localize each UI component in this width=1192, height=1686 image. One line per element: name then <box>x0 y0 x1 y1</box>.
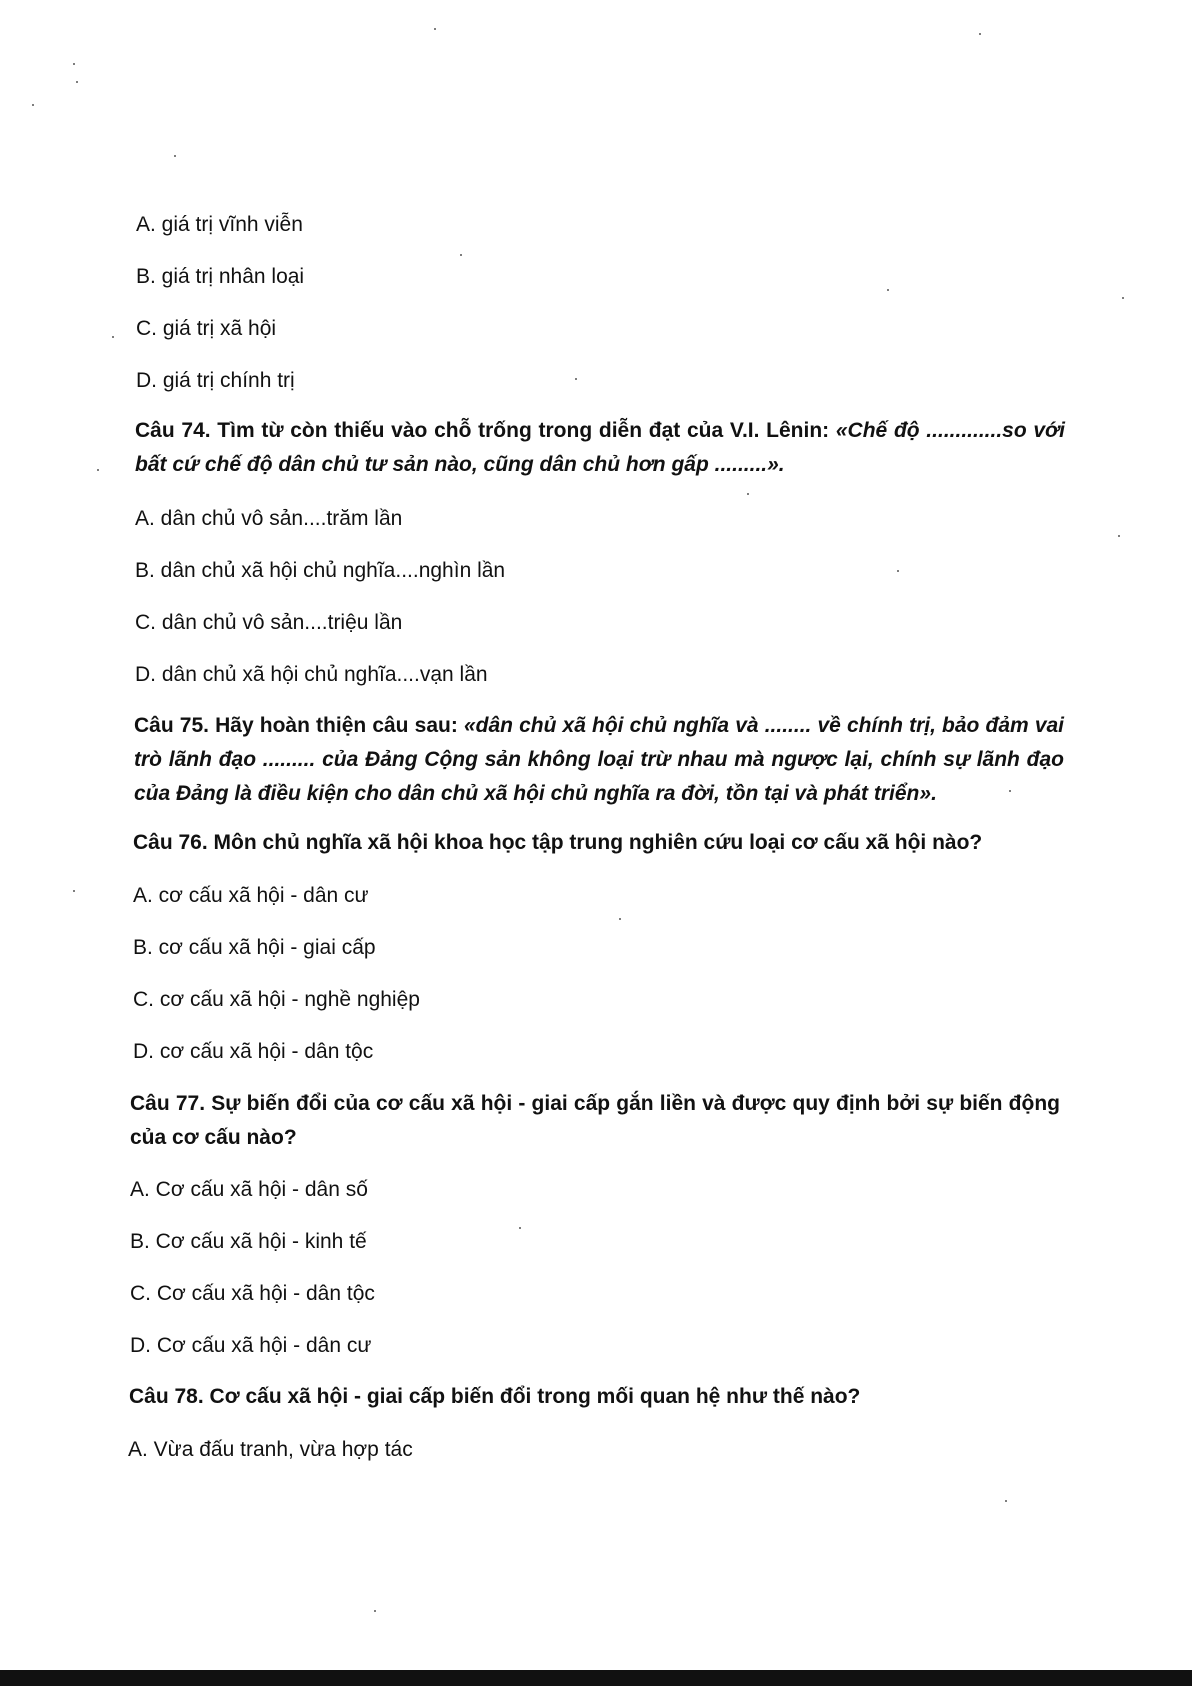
q74-option-b: B. dân chủ xã hội chủ nghĩa....nghìn lần <box>135 559 506 582</box>
q78-option-a: A. Vừa đấu tranh, vừa hợp tác <box>128 1438 413 1461</box>
q75-question <box>134 709 1064 811</box>
scan-speck <box>73 63 75 65</box>
q74-quote: «Chế độ .............so với bất cứ chế độ dân chủ tư sản nào, cũng dân chủ hơn gấp .........». <box>135 419 1065 476</box>
scan-speck <box>434 28 436 30</box>
q77-option-d: D. Cơ cấu xã hội - dân cư <box>130 1334 372 1357</box>
scan-speck <box>374 1610 376 1612</box>
q74-option-c: C. dân chủ vô sản....triệu lần <box>135 611 403 634</box>
scan-speck <box>575 378 577 380</box>
scan-speck <box>112 336 114 338</box>
q76-option-b: B. cơ cấu xã hội - giai cấp <box>133 936 376 959</box>
scan-speck <box>460 254 462 256</box>
q73-option-d: D. giá trị chính trị <box>136 369 295 392</box>
scan-speck <box>897 570 899 572</box>
q76-option-a: A. cơ cấu xã hội - dân cư <box>133 884 369 907</box>
q75-label: Câu 75. Hãy hoàn thiện câu sau: <box>134 714 464 737</box>
scan-speck <box>887 289 889 291</box>
q73-option-c: C. giá trị xã hội <box>136 317 277 340</box>
scan-speck <box>174 155 176 157</box>
q73-option-a: A. giá trị vĩnh viễn <box>136 213 303 236</box>
q78-question: Câu 78. Cơ cấu xã hội - giai cấp biến đổi trong mối quan hệ như thế nào? <box>129 1385 861 1408</box>
scan-speck <box>1122 297 1124 299</box>
scan-speck <box>1005 1500 1007 1502</box>
q77-question: Câu 77. Sự biến đổi của cơ cấu xã hội - giai cấp gắn liền và được quy định bởi sự biến động của cơ cấu nào? <box>130 1092 1060 1149</box>
q77-option-a: A. Cơ cấu xã hội - dân số <box>130 1178 368 1201</box>
scan-speck <box>97 469 99 471</box>
q74-option-a: A. dân chủ vô sản....trăm lần <box>135 507 403 530</box>
q74-label: Câu 74. Tìm từ còn thiếu vào chỗ trống trong diễn đạt của V.I. Lênin: <box>135 419 836 442</box>
scan-speck <box>747 493 749 495</box>
q73-option-b: B. giá trị nhân loại <box>136 265 305 288</box>
q74-question <box>135 414 1065 482</box>
q76-question: Câu 76. Môn chủ nghĩa xã hội khoa học tập trung nghiên cứu loại cơ cấu xã hội nào? <box>133 831 983 854</box>
q75-quote: «dân chủ xã hội chủ nghĩa và ........ về chính trị, bảo đảm vai trò lãnh đạo ......... của Đảng Cộng sản không loại trừ nhau mà ngược lại, chính sự lãnh đạo của Đảng là điều kiện cho dân chủ xã hội chủ nghĩa ra đời, tồn tại và phát triển». <box>134 714 1065 805</box>
q74-option-d: D. dân chủ xã hội chủ nghĩa....vạn lần <box>135 663 488 686</box>
scan-speck <box>73 890 75 892</box>
scan-bottom-edge <box>0 1670 1192 1686</box>
scan-speck <box>32 104 34 106</box>
scan-speck <box>519 1227 521 1229</box>
q77-option-c: C. Cơ cấu xã hội - dân tộc <box>130 1282 375 1305</box>
q76-option-c: C. cơ cấu xã hội - nghề nghiệp <box>133 988 420 1011</box>
q77-option-b: B. Cơ cấu xã hội - kinh tế <box>130 1230 367 1253</box>
scan-speck <box>979 33 981 35</box>
scan-speck <box>1118 535 1120 537</box>
q76-option-d: D. cơ cấu xã hội - dân tộc <box>133 1040 374 1063</box>
scan-speck <box>1009 790 1011 792</box>
scan-speck <box>76 81 78 83</box>
scan-speck <box>619 918 621 920</box>
